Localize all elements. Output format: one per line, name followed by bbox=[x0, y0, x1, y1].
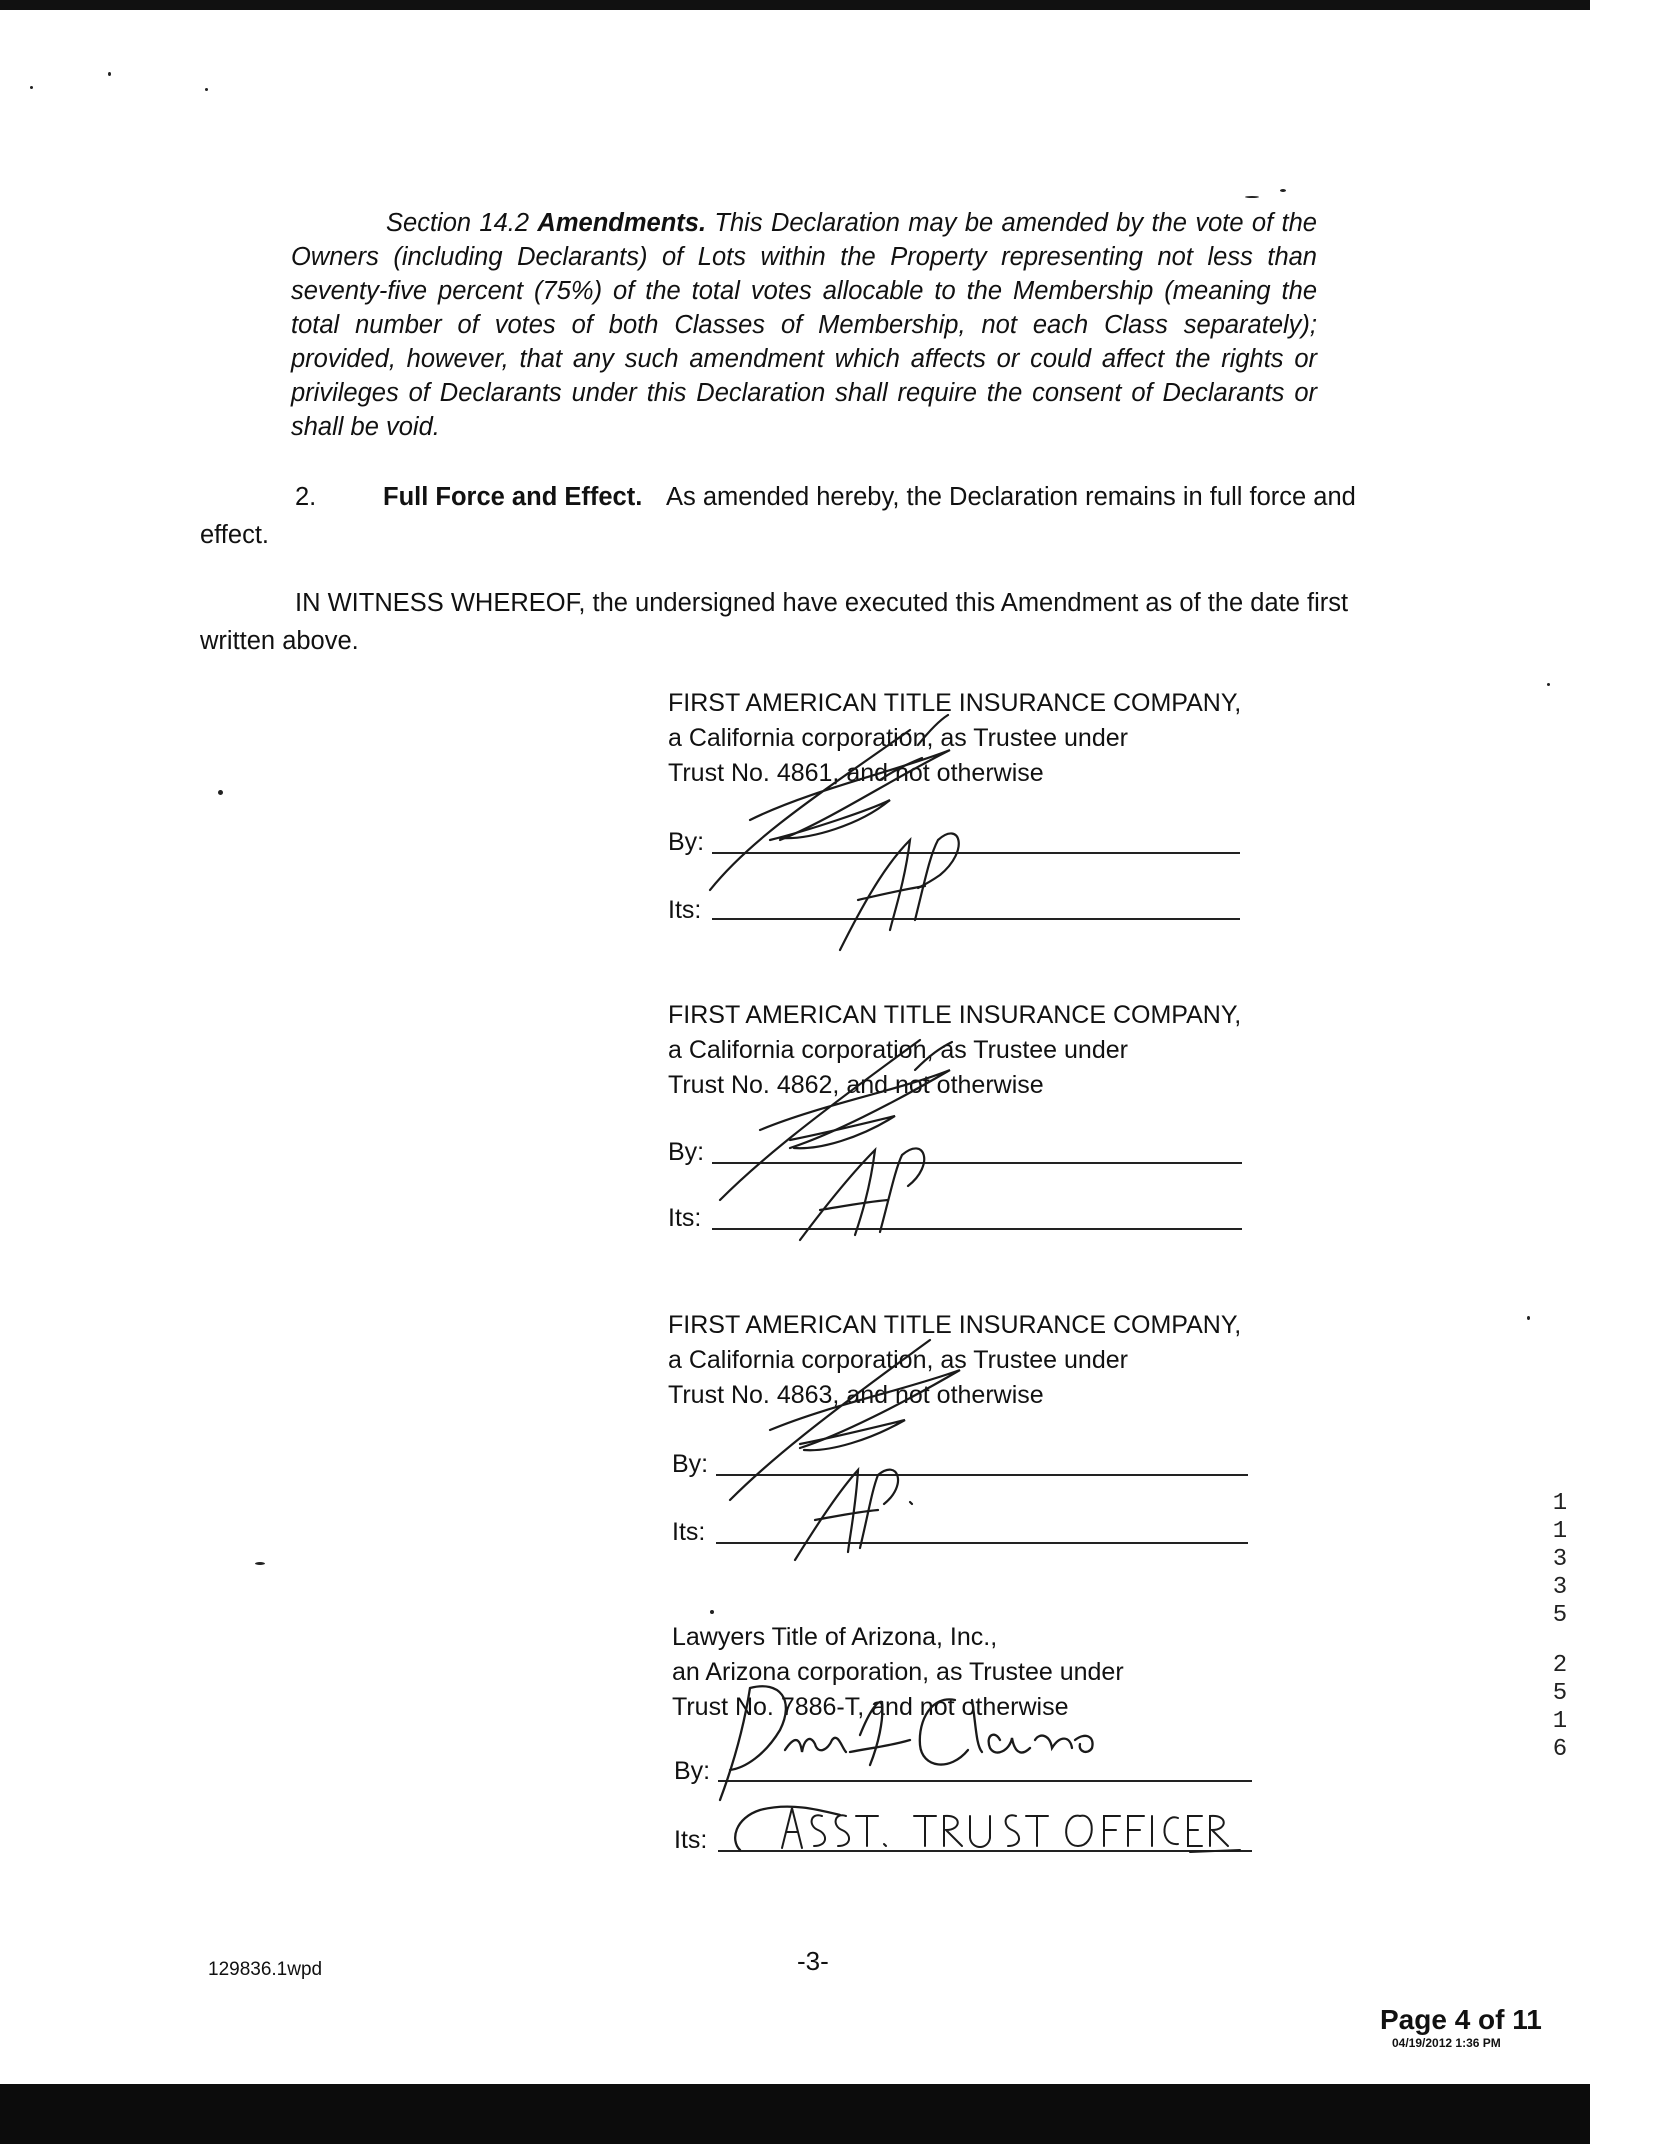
paragraph-title: Full Force and Effect. bbox=[383, 483, 643, 511]
stamp-digit: 5 bbox=[1552, 1602, 1568, 1629]
scan-speck bbox=[218, 790, 223, 795]
trust-number: Trust No. 4862, and not otherwise bbox=[668, 1071, 1044, 1099]
scan-speck bbox=[1527, 1316, 1530, 1320]
scan-speck bbox=[1280, 189, 1286, 192]
scan-speck bbox=[205, 88, 208, 91]
handwritten-signature bbox=[700, 1640, 1220, 1870]
its-label: Its: bbox=[674, 1826, 708, 1854]
company-description: an Arizona corporation, as Trustee under bbox=[672, 1658, 1124, 1686]
stamp-digit: 6 bbox=[1552, 1736, 1568, 1763]
by-label: By: bbox=[674, 1757, 711, 1785]
stamp-digit: 3 bbox=[1552, 1574, 1568, 1601]
by-label: By: bbox=[672, 1450, 709, 1478]
company-name: FIRST AMERICAN TITLE INSURANCE COMPANY, bbox=[668, 1001, 1242, 1029]
stamp-digit: 1 bbox=[1552, 1518, 1568, 1545]
stamp-digit: 5 bbox=[1552, 1680, 1568, 1707]
scan-speck bbox=[108, 72, 111, 76]
document-id: 129836.1wpd bbox=[208, 1959, 323, 1980]
witness-clause bbox=[200, 584, 1412, 660]
company-description: a California corporation, as Trustee under bbox=[668, 1036, 1128, 1064]
handwritten-signature bbox=[690, 1010, 1020, 1250]
company-name: FIRST AMERICAN TITLE INSURANCE COMPANY, bbox=[668, 1311, 1242, 1339]
section-14-2 bbox=[291, 206, 1317, 444]
trust-number: Trust No. 4863, and not otherwise bbox=[668, 1381, 1044, 1409]
handwritten-signature bbox=[700, 1320, 1020, 1570]
company-name: FIRST AMERICAN TITLE INSURANCE COMPANY, bbox=[668, 689, 1242, 717]
by-label: By: bbox=[668, 1138, 705, 1166]
its-label: Its: bbox=[672, 1518, 706, 1546]
company-description: a California corporation, as Trustee under bbox=[668, 1346, 1128, 1374]
recording-number-stamp bbox=[1548, 1490, 1572, 1764]
stamp-digit: 3 bbox=[1552, 1546, 1568, 1573]
scan-speck bbox=[1245, 196, 1259, 198]
handwritten-signature bbox=[690, 690, 1020, 960]
page-of-count: Page 4 of 11 bbox=[1380, 2004, 1542, 2035]
trust-number: Trust No. 4861, and not otherwise bbox=[668, 759, 1044, 787]
paragraph-body: As amended hereby, the Declaration remains in full force and effect. bbox=[200, 483, 1356, 549]
paragraph-number: 2. bbox=[295, 483, 317, 511]
witness-text: IN WITNESS WHEREOF, the undersigned have executed this Amendment as of the date first written above. bbox=[200, 589, 1349, 655]
scan-bottom-border bbox=[0, 2084, 1590, 2144]
scan-speck bbox=[1547, 683, 1550, 686]
paragraph-2 bbox=[200, 478, 1412, 554]
scan-speck bbox=[710, 1610, 714, 1614]
stamp-digit: 1 bbox=[1552, 1490, 1568, 1517]
stamp-digit: 2 bbox=[1552, 1652, 1568, 1679]
print-timestamp: 04/19/2012 1:36 PM bbox=[1392, 2036, 1501, 2050]
scan-speck bbox=[30, 86, 33, 89]
scan-top-border bbox=[0, 0, 1590, 10]
section-body: This Declaration may be amended by the vote of the Owners (including Declarants) of Lots within the Property representing not less than seventy-five percent (75%) of the total votes allocable to the Membership (meaning the total number of votes of both Classes of Membership, not each Class separately); provided, however, that any such amendment which affects or could affect the rights or privileges of Declarants under this Declaration shall require the consent of Declarants or shall be void. bbox=[291, 209, 1317, 441]
trust-number: Trust No. 7886-T, and not otherwise bbox=[672, 1693, 1069, 1721]
stamp-digit: 1 bbox=[1552, 1708, 1568, 1735]
section-title: Amendments. bbox=[537, 209, 707, 237]
company-description: a California corporation, as Trustee under bbox=[668, 724, 1128, 752]
its-label: Its: bbox=[668, 896, 702, 924]
page-number: -3- bbox=[797, 1946, 829, 1976]
scan-speck bbox=[255, 1562, 265, 1565]
section-number: Section 14.2 bbox=[386, 209, 530, 237]
by-label: By: bbox=[668, 828, 705, 856]
its-label: Its: bbox=[668, 1204, 702, 1232]
company-name: Lawyers Title of Arizona, Inc., bbox=[672, 1623, 998, 1651]
